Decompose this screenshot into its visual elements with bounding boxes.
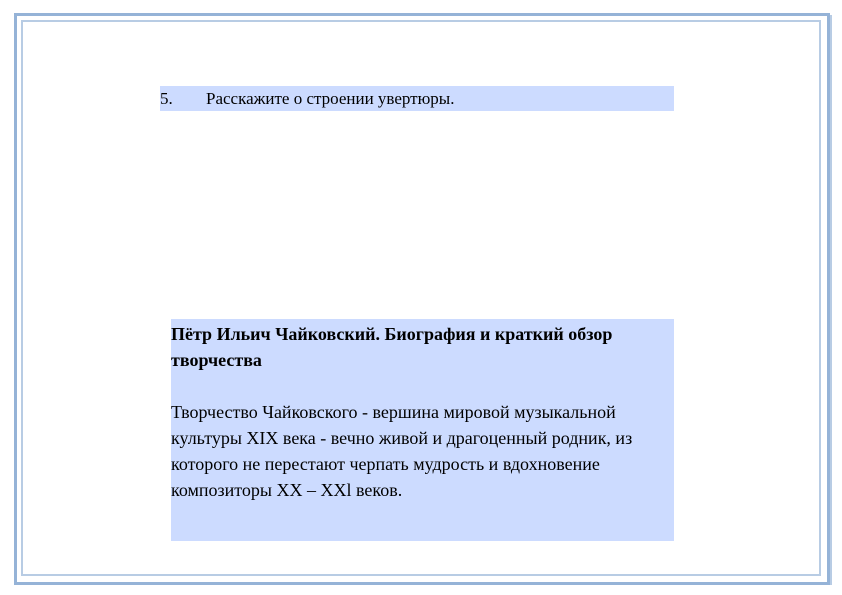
question-item (160, 86, 674, 111)
info-title: Пётр Ильич Чайковский. Биография и краткий обзор творчества (171, 324, 613, 370)
question-text: Расскажите о строении увертюры. (206, 88, 455, 108)
question-number: 5. (160, 88, 173, 108)
info-text: Творчество Чайковского - вершина мировой музыкальной культуры XIX века - вечно живой и драгоценный родник, из которого не перестают черпать мудрость и вдохновение композиторы XX – XXl веков. (171, 402, 633, 500)
info-box (171, 319, 674, 541)
